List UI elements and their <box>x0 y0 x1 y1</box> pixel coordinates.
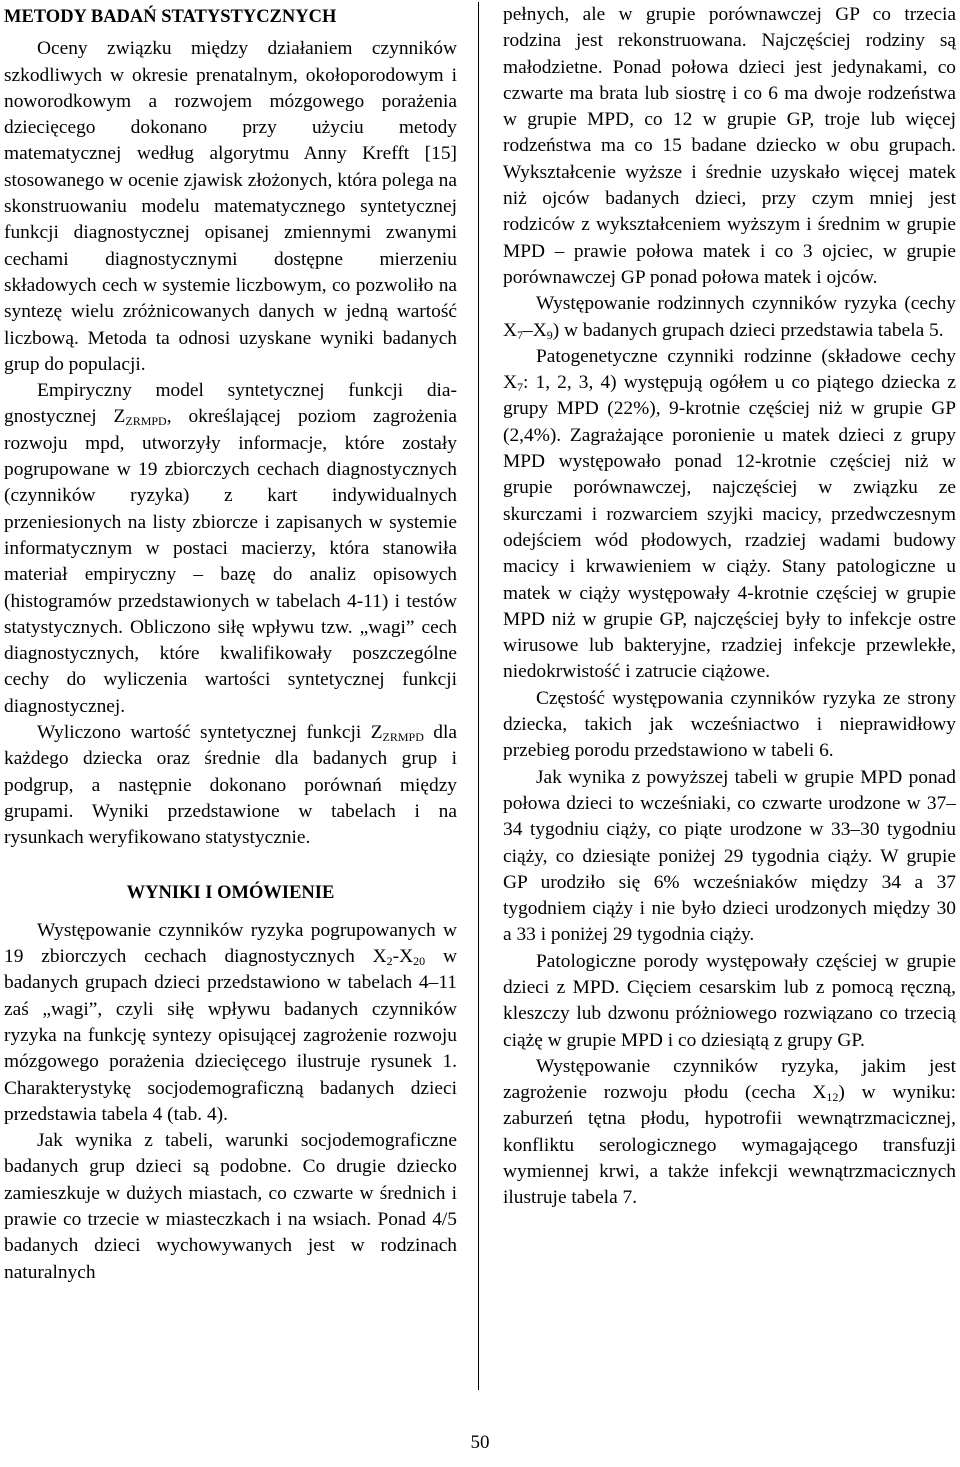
text-run: Występowanie czynników ryzyka, jakim jest zagrożenie rozwoju płodu (cecha X <box>503 1055 956 1104</box>
text-run: : 1, 2, 3, 4) występują ogółem u co piątego dziecka z grupy MPD (22%), 9-krotnie częściej niż w grupie GP (2,4%). Zagrażające poronienie u matek dzieci z grupy MPD występowało ponad 12-krotnie częściej niż w grupie porównawczej, najczęściej w związku ze skurczami i rozwarciem szyjki macicy, przedwczesnym odejściem wód płodowych, rzadziej wadami budowy macicy i krwawieniem w ciąży. Stany patologiczne u matek w ciąży występowały 4-krotnie częściej w grupie MPD niż w grupie GP, najczęściej były to infekcje ostre wirusowe lub bakteryjne, rzadziej infekcje przewlekłe, niedokrwistość i zatrucie ciążowe. <box>503 372 956 683</box>
text-run: –X <box>523 319 547 341</box>
text-run: , określającej poziom zagrożenia rozwoju mpd, utworzyły informacje, które zostały pogrupowane w 19 zbiorczych cechach diagnostycznych (czynników ryzyka) z kart indywidualnych przeniesionych na listy zbiorcze i zapisanych w systemie informatycznym w postaci macierzy, która stanowiła materiał empiryczny – bazę do analiz opisowych (histogramów przedstawionych w tabelach 4-11) i testów statystycznych. Obliczono siłę wpływu tzw. „wagi” cech diagnostycznych, które kwalifikowały poszczególne cechy do wyliczenia wartości syntetycznej funkcji diagnostycznej. <box>4 406 457 717</box>
subscript: ZRMPD <box>382 730 424 745</box>
subscript: 12 <box>826 1090 839 1105</box>
paragraph <box>503 1054 956 1212</box>
text-run: Występowanie czynników ryzyka pogrupowanych w 19 zbiorczych cechach diagnostycznych X <box>4 919 457 968</box>
text-run: Wyliczono wartość syntetycznej funkcji Z <box>37 722 383 744</box>
text-run: Patogenetyczne czynniki rodzinne (składowe cechy X <box>503 345 956 394</box>
text-run: -X <box>392 946 414 968</box>
right-column <box>503 2 956 1212</box>
subscript: 2 <box>386 954 393 969</box>
paragraph: Oceny związku między działaniem czynników szkodliwych w okresie prenatalnym, okołoporodowym i noworodkowym a rozwojem mózgowego porażenia dziecięcego dokonano przy użyciu metody matematycznej według algorytmu Anny Krefft [15] stosowanego w ocenie zjawisk złożonych, która polega na skonstruowaniu modelu matematycznego syntetycznej funkcji diagnostycznej opisanej zmiennymi zwanymi cechami diagnostycznymi dostępne mierzeniu składowych cech w systemie liczbowym, co pozwoliło na syntezę wielu zróżnicowanych danych w jedną wartość liczbową. Metoda ta odnosi uzyskane wyniki badanych grup do populacji. <box>4 38 457 375</box>
paragraph <box>4 918 457 1128</box>
text-run: Empiryczny model syntetycznej funkcji diagnostycznej Z <box>4 380 457 428</box>
paragraph <box>4 720 457 851</box>
paragraph <box>4 378 457 720</box>
text-run: ) w badanych grupach dzieci przedstawia tabela 5. <box>552 319 944 341</box>
paragraph-continued: pełnych, ale w grupie porównawczej GP co trzecia rodzina jest rekonstruowana. Najczęściej rodziny są małodzietne. Ponad połowa dzieci jest jedynakami, co czwarte ma brata lub siostrę i co 6 ma dwoje rodzeństwa w grupie MPD, co 12 w grupie GP, troje lub więcej rodzeństwa ma co 15 badane dziecko w obu grupach. Wykształcenie wyższe i średnie uzyskało więcej matek niż ojców badanych dzieci, przy czym mniej jest rodziców z wykształceniem wyższym i średnim w grupie MPD – prawie połowa matek i co 3 ojciec, w grupie porównawczej GP ponad połowa matek i ojców. <box>503 4 956 288</box>
paragraph: Jak wynika z tabeli, warunki socjodemograficzne badanych grup dzieci są podobne. Co drugie dziecko zamieszkuje w dużych miastach, co czwarte w średnich i prawie co trzecie w miasteczkach i na wsiach. Ponad 4/5 badanych dzieci wychowywanych jest w rodzinach naturalnych <box>4 1130 457 1283</box>
subscript: ZRMPD <box>125 414 167 429</box>
text-run: dla każdego dziecka oraz średnie dla badanych grup i podgrup, a następnie dokonano porównań między grupami. Wyniki przedstawione w tabelach i na rysunkach weryfikowano statystycznie. <box>4 722 457 849</box>
column-divider <box>478 2 479 1390</box>
paragraph <box>503 291 956 344</box>
subscript: 20 <box>413 954 426 969</box>
section-heading-results: WYNIKI I OMÓWIENIE <box>126 882 335 903</box>
text-run: Występowanie rodzinnych czynników ryzyka (cechy X <box>503 293 956 341</box>
left-column <box>4 2 457 1286</box>
paragraph <box>503 344 956 686</box>
page-number: 50 <box>470 1432 490 1453</box>
text-run: ) w wyniku: zaburzeń tętna płodu, hypotrofii wewnątrzmacicznej, konfliktu serologicznego wymagającego transfuzji wymiennej krwi, a także infekcji wewnątrzmacicznych ilustruje tabela 7. <box>503 1082 956 1209</box>
subscript: 7 <box>517 380 524 395</box>
section-heading-methods: METODY BADAŃ STATYSTYCZNYCH <box>4 7 337 27</box>
text-run: w badanych grupach dzieci przedstawiono w tabelach 4–11 zaś „wagi”, czyli siłę wpływu badanych czynników ryzyka na funkcję syntezy opisującej zagrożenie rozwoju mózgowego porażenia dziecięcego ilustruje rysunek 1. Charakterystykę socjodemograficzną badanych dzieci przedstawia tabela 4 (tab. 4). <box>4 946 457 1125</box>
subscript: 7 <box>517 327 524 342</box>
subscript: 9 <box>546 327 553 342</box>
paragraph: Jak wynika z powyższej tabeli w grupie MPD ponad połowa dzieci to wcześniaki, co czwarte urodzone w 37–34 tygodniu ciąży, co piąte urodzone w 33–30 tygodniu ciąży, co dziesiąte poniżej 29 tygodnia ciąży. W grupie GP urodziło się 6% wcześniaków między 34 a 37 tygodniem ciąży i nie było dzieci urodzonych między 30 a 33 i poniżej 29 tygodnia ciąży. <box>503 766 956 946</box>
paragraph: Częstość występowania czynników ryzyka ze strony dziecka, takich jak wcześniactwo i nieprawidłowy przebieg porodu przedstawiono w tabeli 6. <box>503 687 956 762</box>
paragraph: Patologiczne porody występowały częściej w grupie dzieci z MPD. Cięciem cesarskim lub z pomocą ręczną, kleszczy lub dzwonu próżniowego rozwiązano co trzecią ciążę w grupie MPD i co dziesiątą z grupy GP. <box>503 950 956 1051</box>
